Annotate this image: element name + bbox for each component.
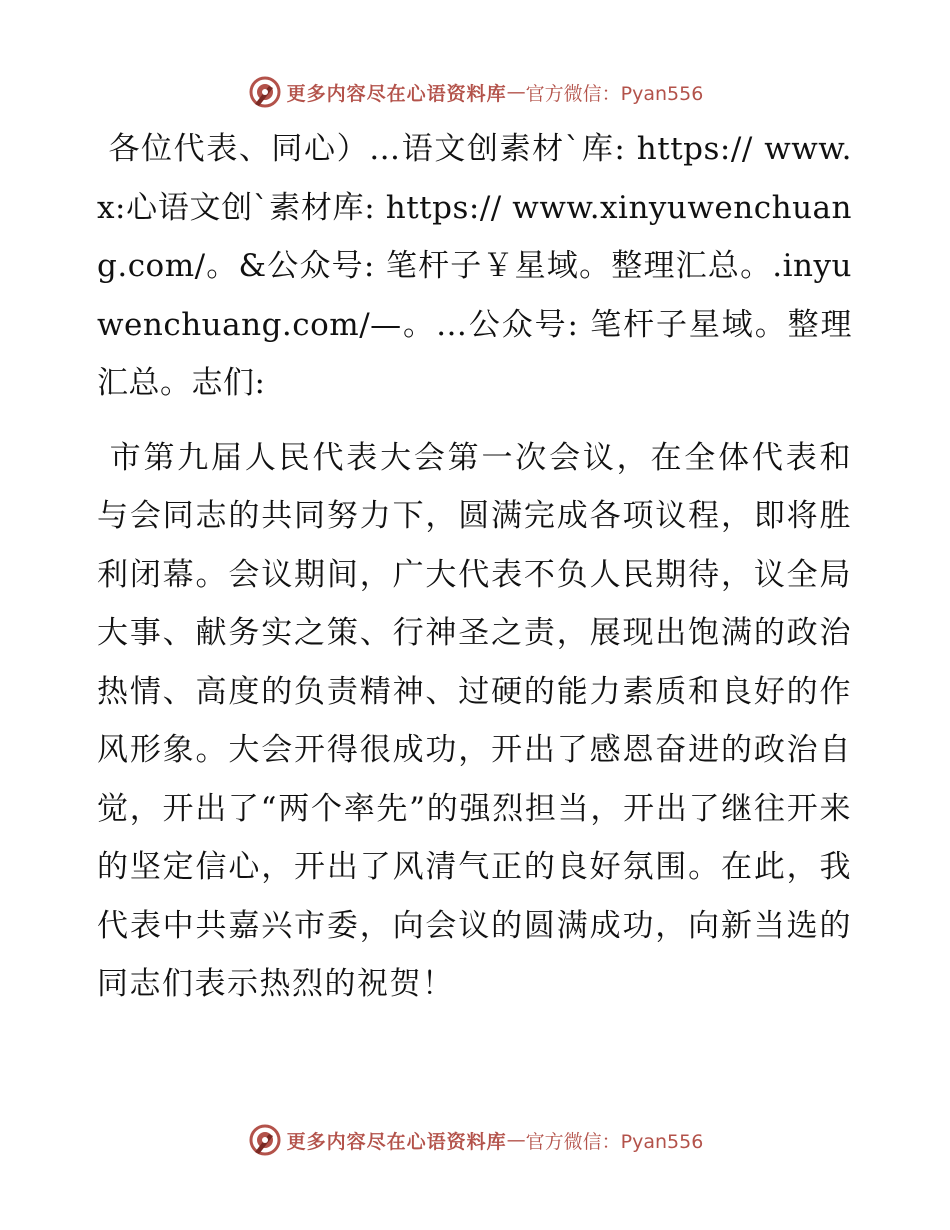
watermark-separator: —: [506, 81, 526, 103]
pen-logo-icon: [247, 1122, 283, 1158]
pen-logo-icon: [247, 74, 283, 110]
watermark-main-text: 更多内容尽在心语资料库: [286, 1130, 507, 1153]
footer-watermark: [0, 1120, 950, 1160]
paragraph-1: 各位代表、同心）…语文创素材`库: https:// www.x:心语文创`素材库: https:// www.xinyuwenchuang.com/。&公众号: 笔杆子￥星域。整理汇总。.inyuwenchuang.com/—。…公众号: 笔杆子星域。整理汇总。志们:: [97, 131, 852, 401]
watermark-separator: —: [506, 1129, 526, 1151]
document-body: [97, 120, 852, 1014]
watermark-main-text: 更多内容尽在心语资料库: [286, 82, 507, 105]
paragraph-2: 市第九届人民代表大会第一次会议，在全体代表和与会同志的共同努力下，圆满完成各项议程，即将胜利闭幕。会议期间，广大代表不负人民期待，议全局大事、献务实之策、行神圣之责，展现出饱满的政治热情、高度的负责精神、过硬的能力素质和良好的作风形象。大会开得很成功，开出了感恩奋进的政治自觉，开出了“两个率先”的强烈担当，开出了继往开来的坚定信心，开出了风清气正的良好氛围。在此，我代表中共嘉兴市委，向会议的圆满成功，向新当选的同志们表示热烈的祝贺！: [97, 439, 852, 1002]
watermark-sub-text: 官方微信：Pyan556: [525, 82, 704, 105]
watermark-sub-text: 官方微信：Pyan556: [525, 1130, 704, 1153]
header-watermark: [0, 72, 950, 112]
